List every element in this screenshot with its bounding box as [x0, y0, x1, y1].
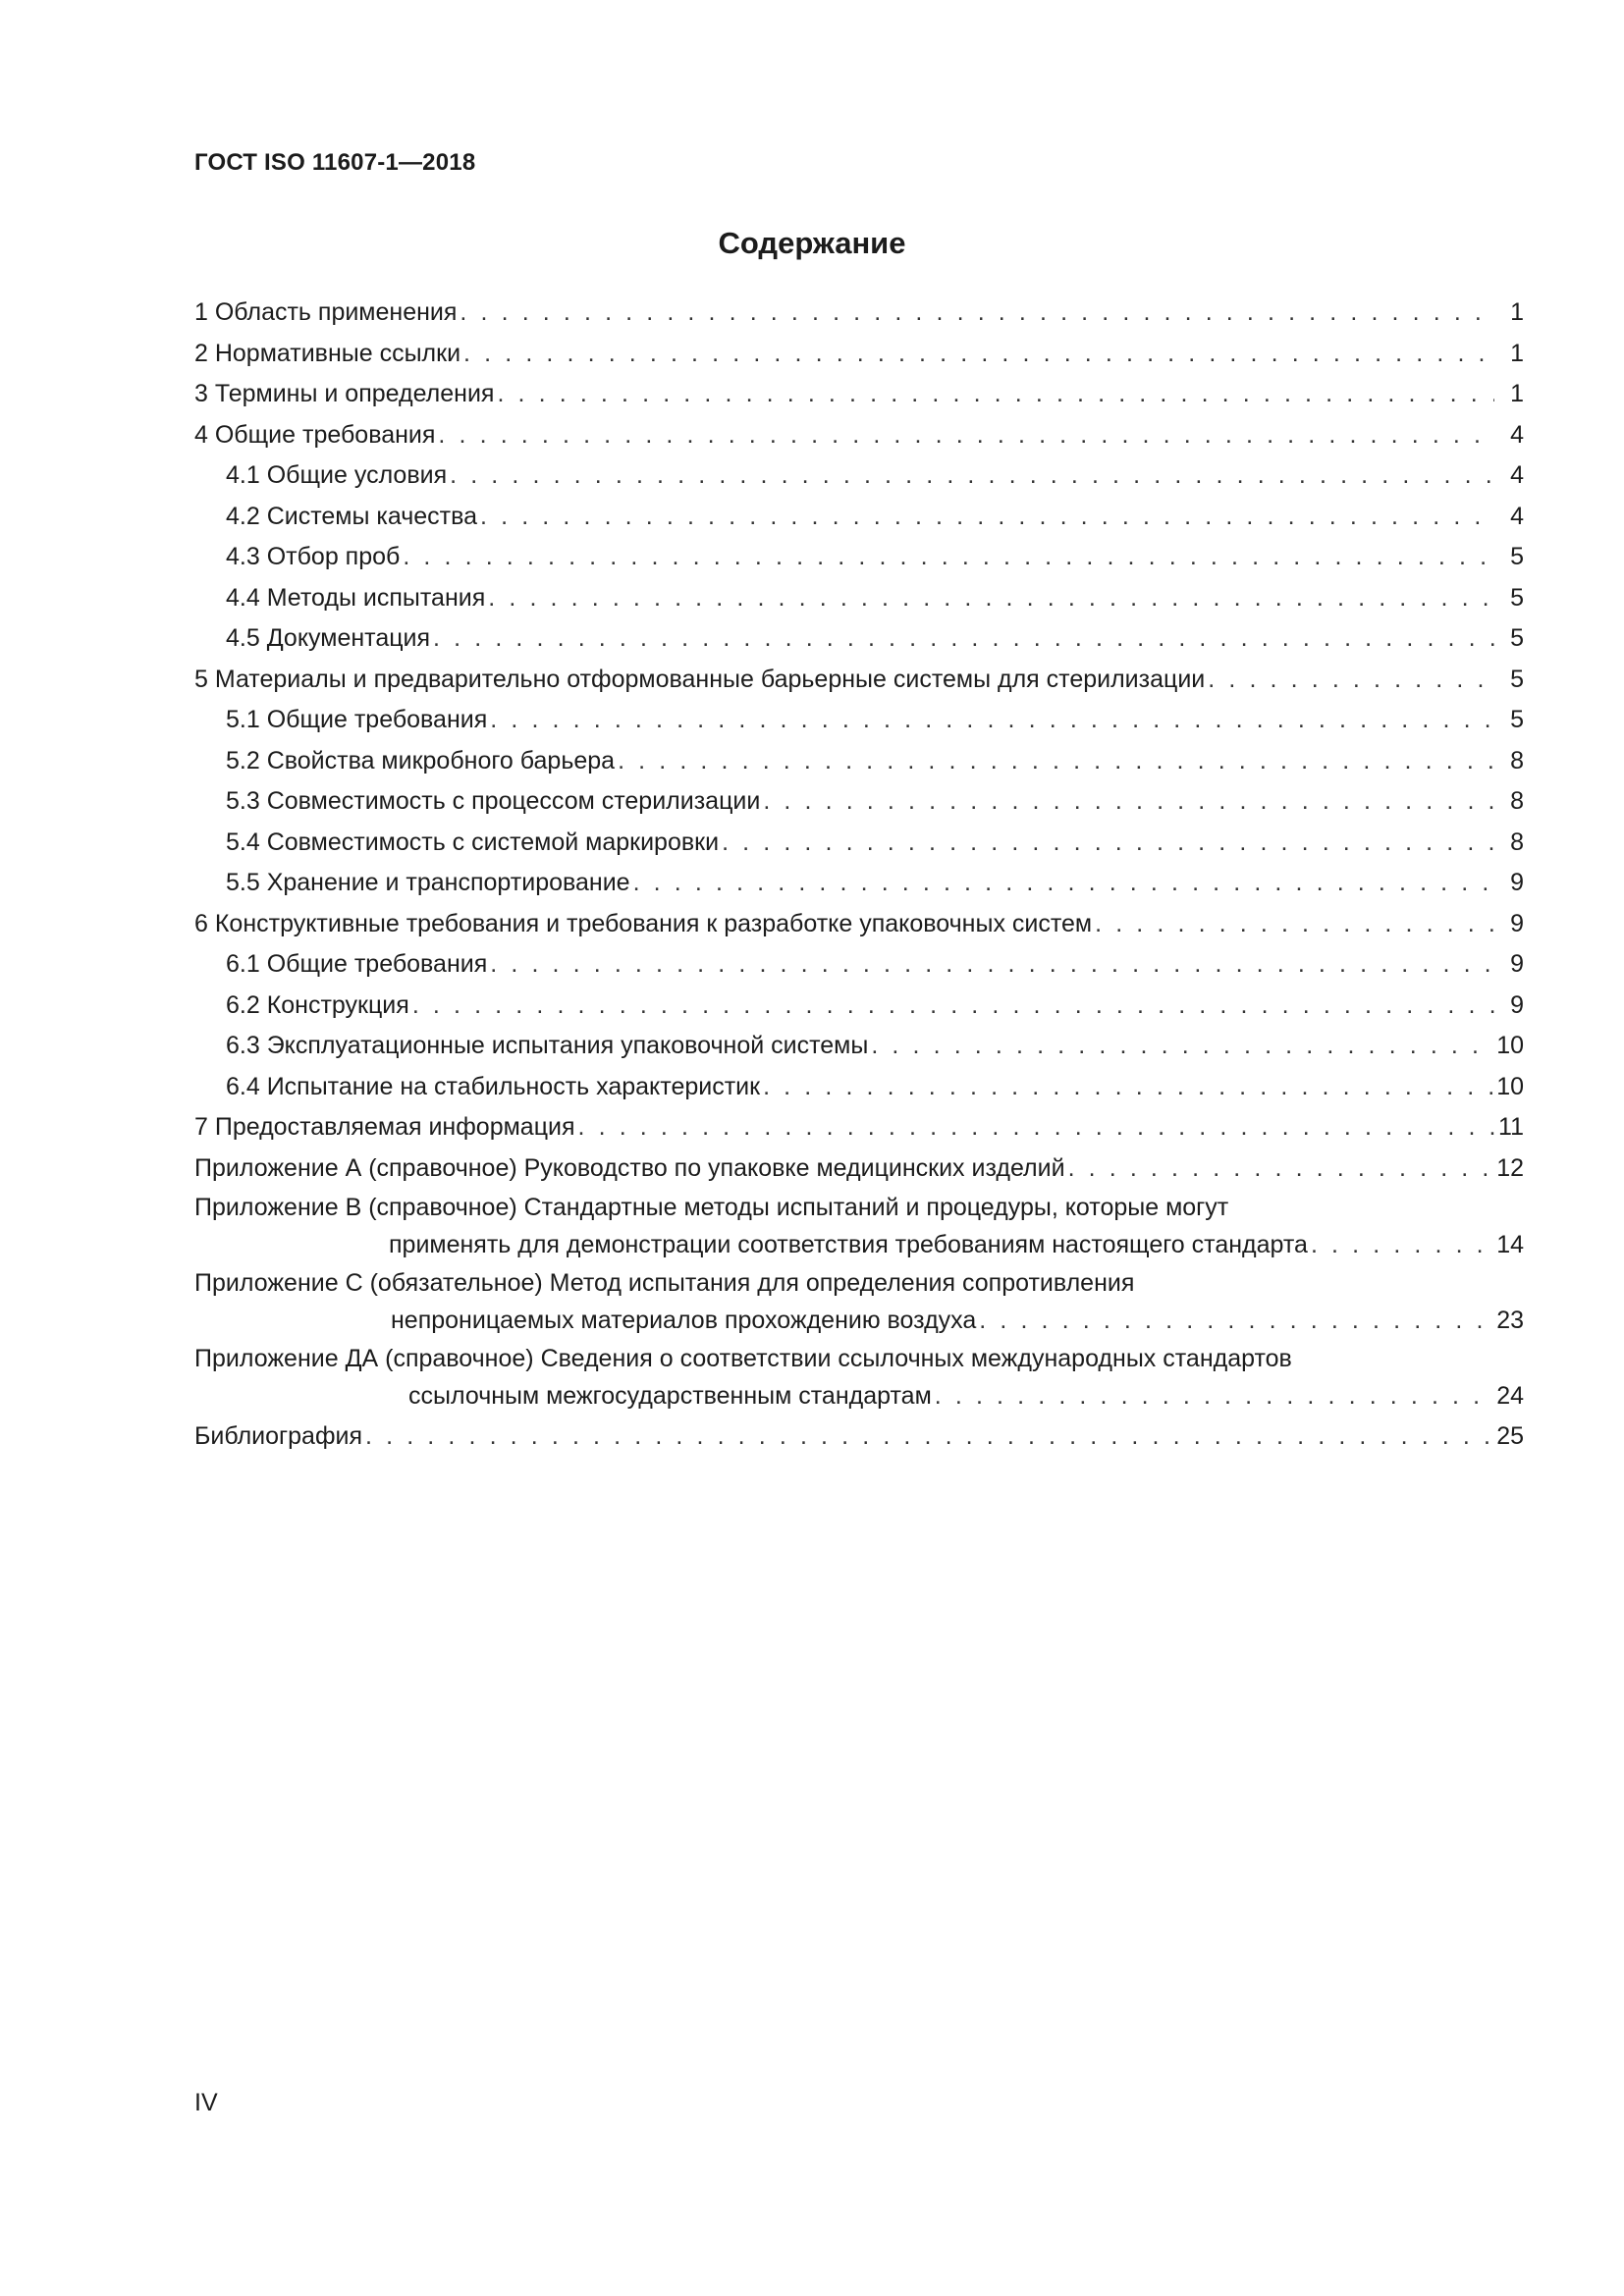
toc-entry-page: 1	[1510, 380, 1524, 407]
toc-entry-page: 9	[1510, 869, 1524, 896]
toc-entry-label: 5 Материалы и предварительно отформованные барьерные системы для стерилизации	[194, 665, 1206, 693]
toc-entry-4[interactable]	[194, 415, 1524, 456]
toc-entry-page: 9	[1510, 990, 1524, 1019]
toc-entry-label-line2: непроницаемых материалов прохождению воздуха	[391, 1307, 977, 1334]
dot-leader	[433, 618, 1494, 660]
toc-entry-6[interactable]	[194, 904, 1524, 945]
dot-leader	[618, 741, 1494, 782]
toc-entry-5-5[interactable]	[194, 863, 1524, 904]
dot-leader	[463, 334, 1494, 375]
toc-entry-page: 5	[1510, 583, 1524, 612]
toc-entry-page: 5	[1510, 624, 1524, 652]
toc-entry-label-line2: ссылочным межгосударственным стандартам	[408, 1382, 932, 1410]
toc-entry-1[interactable]	[194, 293, 1524, 334]
toc-entry-4-3[interactable]	[194, 537, 1524, 578]
toc-entry-appendix-da[interactable]	[194, 1342, 1524, 1415]
toc-entry-6-3[interactable]	[194, 1026, 1524, 1067]
dot-leader	[722, 823, 1494, 864]
toc-entry-label: 5.3 Совместимость с процессом стерилизации	[226, 787, 761, 815]
toc-entry-4-1[interactable]	[194, 455, 1524, 497]
dot-leader	[763, 1067, 1492, 1108]
toc-entry-label: 4 Общие требования	[194, 420, 436, 449]
toc-entry-page: 4	[1510, 461, 1524, 489]
toc-entry-page: 10	[1496, 1072, 1524, 1100]
toc-entry-page: 14	[1496, 1231, 1524, 1258]
toc-entry-page: 1	[1510, 298, 1524, 326]
toc-entry-page: 8	[1510, 787, 1524, 815]
toc-entry-label: 2 Нормативные ссылки	[194, 339, 461, 367]
dot-leader	[871, 1026, 1492, 1067]
dot-leader	[412, 986, 1494, 1027]
dot-leader	[488, 578, 1494, 619]
toc-entry-5-1[interactable]	[194, 700, 1524, 741]
toc-entry-label: 4.5 Документация	[226, 624, 431, 652]
toc-entry-page: 4	[1510, 420, 1524, 449]
toc-entry-5-3[interactable]	[194, 781, 1524, 823]
toc-entry-page: 5	[1510, 665, 1524, 693]
toc-entry-4-5[interactable]	[194, 618, 1524, 660]
toc-entry-appendix-a[interactable]	[194, 1148, 1524, 1190]
toc-entry-continuation	[194, 1225, 1524, 1264]
toc-entry-label: 7 Предоставляемая информация	[194, 1113, 575, 1141]
toc-entry-page: 8	[1510, 828, 1524, 856]
toc-entry-label: 5.4 Совместимость с системой маркировки	[226, 828, 720, 856]
toc-entry-label: 3 Термины и определения	[194, 380, 495, 407]
toc-entry-label: 6 Конструктивные требования и требования к разработке упаковочных систем	[194, 909, 1093, 937]
toc-entry-5-2[interactable]	[194, 741, 1524, 782]
toc-entry-continuation	[194, 1301, 1524, 1340]
dot-leader	[365, 1416, 1492, 1458]
toc-entry-3[interactable]	[194, 374, 1524, 415]
toc-entry-continuation	[194, 1376, 1524, 1415]
toc-entry-label: 6.2 Конструкция	[226, 990, 409, 1019]
dot-leader	[633, 863, 1494, 904]
toc-entry-page: 8	[1510, 746, 1524, 774]
toc-entry-page: 10	[1496, 1032, 1524, 1059]
toc-entry-label: Приложение А (справочное) Руководство по упаковке медицинских изделий	[194, 1153, 1065, 1182]
dot-leader	[497, 374, 1494, 415]
dot-leader	[480, 497, 1494, 538]
toc-entry-label: 1 Область применения	[194, 298, 458, 326]
toc-entry-label: 4.3 Отбор проб	[226, 543, 401, 570]
toc-entry-page: 11	[1498, 1113, 1524, 1141]
toc-entry-6-1[interactable]	[194, 944, 1524, 986]
dot-leader	[979, 1301, 1492, 1340]
toc-entry-label: 4.2 Системы качества	[226, 502, 478, 530]
toc-entry-label: 4.4 Методы испытания	[226, 583, 486, 612]
toc-entry-4-4[interactable]	[194, 578, 1524, 619]
toc-entry-6-4[interactable]	[194, 1067, 1524, 1108]
page-number: IV	[194, 2089, 218, 2116]
toc-entry-label: 6.3 Эксплуатационные испытания упаковочной системы	[226, 1032, 869, 1059]
toc-entry-label: 5.2 Свойства микробного барьера	[226, 746, 616, 774]
dot-leader	[490, 944, 1494, 986]
toc-entry-label: 4.1 Общие условия	[226, 461, 448, 489]
dot-leader	[1068, 1148, 1493, 1190]
toc-entry-label: 5.5 Хранение и транспортирование	[226, 869, 630, 896]
toc-title: Содержание	[718, 226, 906, 260]
toc-entry-5-4[interactable]	[194, 823, 1524, 864]
dot-leader	[763, 781, 1494, 823]
toc-entry-label: 5.1 Общие требования	[226, 706, 488, 733]
toc-entry-page: 12	[1496, 1153, 1524, 1182]
toc-entry-2[interactable]	[194, 334, 1524, 375]
dot-leader	[403, 537, 1494, 578]
dot-leader	[1095, 904, 1494, 945]
toc-entry-page: 24	[1496, 1382, 1524, 1410]
toc-entry-page: 5	[1510, 543, 1524, 570]
dot-leader	[460, 293, 1494, 334]
toc-entry-appendix-c[interactable]	[194, 1266, 1524, 1340]
dot-leader	[438, 415, 1494, 456]
dot-leader	[1208, 660, 1494, 701]
toc-entry-4-2[interactable]	[194, 497, 1524, 538]
toc-entry-page: 9	[1510, 909, 1524, 937]
toc-entry-bibliography[interactable]	[194, 1416, 1524, 1458]
dot-leader	[450, 455, 1494, 497]
toc-entry-label-line1: Приложение ДА (справочное) Сведения о соответствии ссылочных международных стандартов	[194, 1345, 1292, 1372]
toc-entry-page: 23	[1496, 1307, 1524, 1334]
dot-leader	[1311, 1225, 1492, 1264]
toc-entry-7[interactable]	[194, 1107, 1524, 1148]
toc-entry-label: 6.4 Испытание на стабильность характеристик	[226, 1072, 761, 1100]
toc-entry-6-2[interactable]	[194, 986, 1524, 1027]
toc-entry-label: 6.1 Общие требования	[226, 950, 488, 978]
toc-entry-page: 5	[1510, 706, 1524, 733]
dot-leader	[490, 700, 1494, 741]
toc-entry-page: 9	[1510, 950, 1524, 978]
toc-entry-page: 4	[1510, 502, 1524, 530]
toc-entry-label-line1: Приложение В (справочное) Стандартные методы испытаний и процедуры, которые могут	[194, 1194, 1229, 1221]
toc-entry-label: Библиография	[194, 1422, 363, 1450]
dot-leader	[578, 1107, 1494, 1148]
toc-entry-page: 25	[1496, 1422, 1524, 1450]
toc-entry-5[interactable]	[194, 660, 1524, 701]
dot-leader	[935, 1376, 1492, 1415]
toc-entry-appendix-b[interactable]	[194, 1191, 1524, 1264]
toc-entry-page: 1	[1510, 339, 1524, 367]
toc-entry-label-line2: применять для демонстрации соответствия требованиям настоящего стандарта	[389, 1231, 1308, 1258]
document-code: ГОСТ ISO 11607-1—2018	[194, 149, 476, 176]
toc-entry-label-line1: Приложение С (обязательное) Метод испытания для определения сопротивления	[194, 1269, 1135, 1297]
table-of-contents	[194, 293, 1524, 1458]
